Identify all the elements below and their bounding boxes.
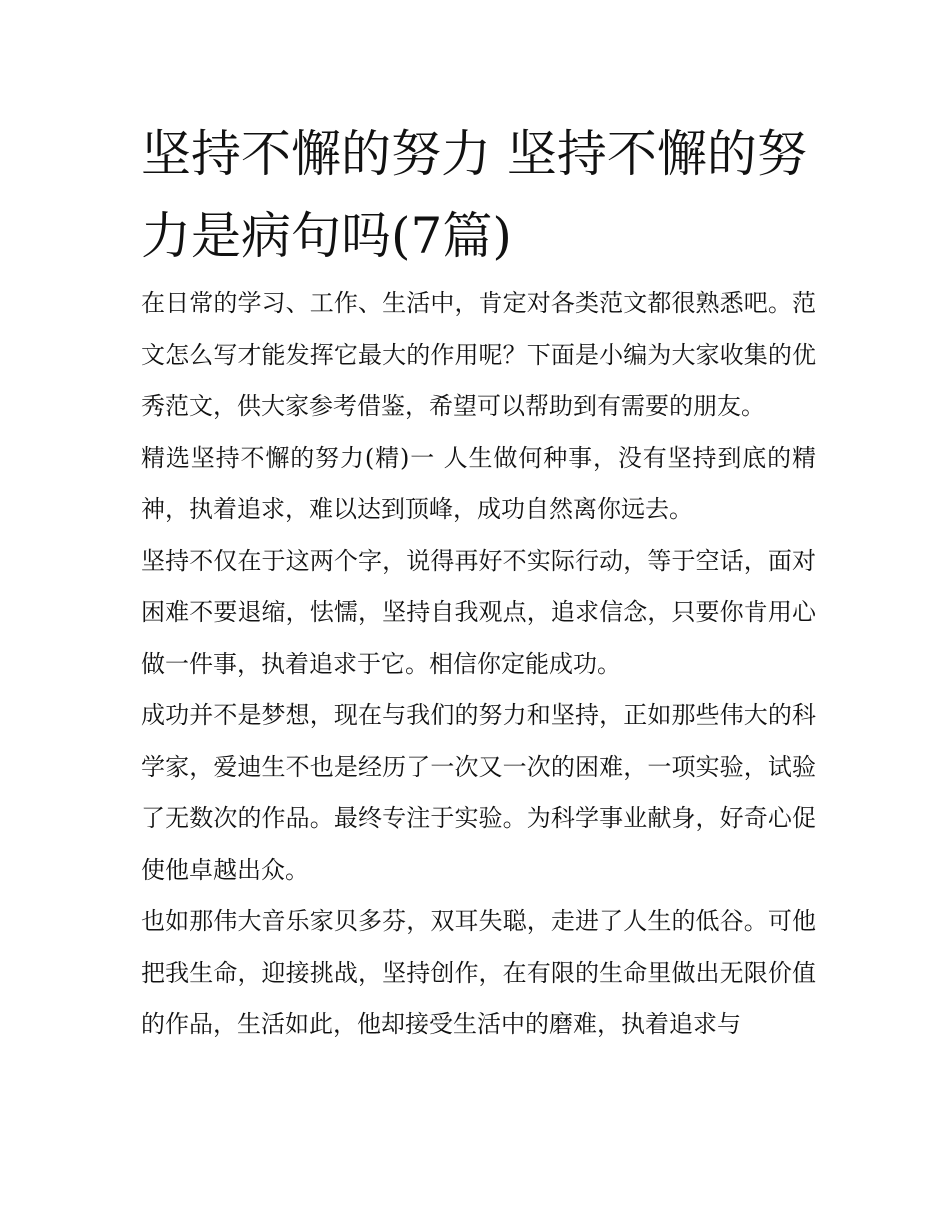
paragraph-1: 精选坚持不懈的努力(精)一 人生做何种事，没有坚持到底的精神，执着追求，难以达到顶峰，成功自然离你远去。: [141, 443, 816, 523]
paragraph-3: 成功并不是梦想，现在与我们的努力和坚持，正如那些伟大的科学家，爱迪生不也是经历了一次又一次的困难，一项实验，试验了无数次的作品。最终专注于实验。为科学事业献身，好奇心促使他卓越出众。: [141, 701, 816, 884]
document-title: 坚持不懈的努力 坚持不懈的努力是病句吗(7篇): [141, 125, 807, 265]
paragraph-intro: 在日常的学习、工作、生活中，肯定对各类范文都很熟悉吧。范文怎么写才能发挥它最大的作用呢？下面是小编为大家收集的优秀范文，供大家参考借鉴，希望可以帮助到有需要的朋友。: [141, 289, 816, 420]
paragraph-4: 也如那伟大音乐家贝多芬，双耳失聪，走进了人生的低谷。可他把我生命，迎接挑战，坚持创作，在有限的生命里做出无限价值的作品，生活如此，他却接受生活中的磨难，执着追求与: [141, 907, 816, 1038]
paragraph-2: 坚持不仅在于这两个字，说得再好不实际行动，等于空话，面对困难不要退缩，怯懦，坚持自我观点，追求信念，只要你肯用心做一件事，执着追求于它。相信你定能成功。: [141, 546, 816, 678]
document-body: [141, 278, 816, 1051]
